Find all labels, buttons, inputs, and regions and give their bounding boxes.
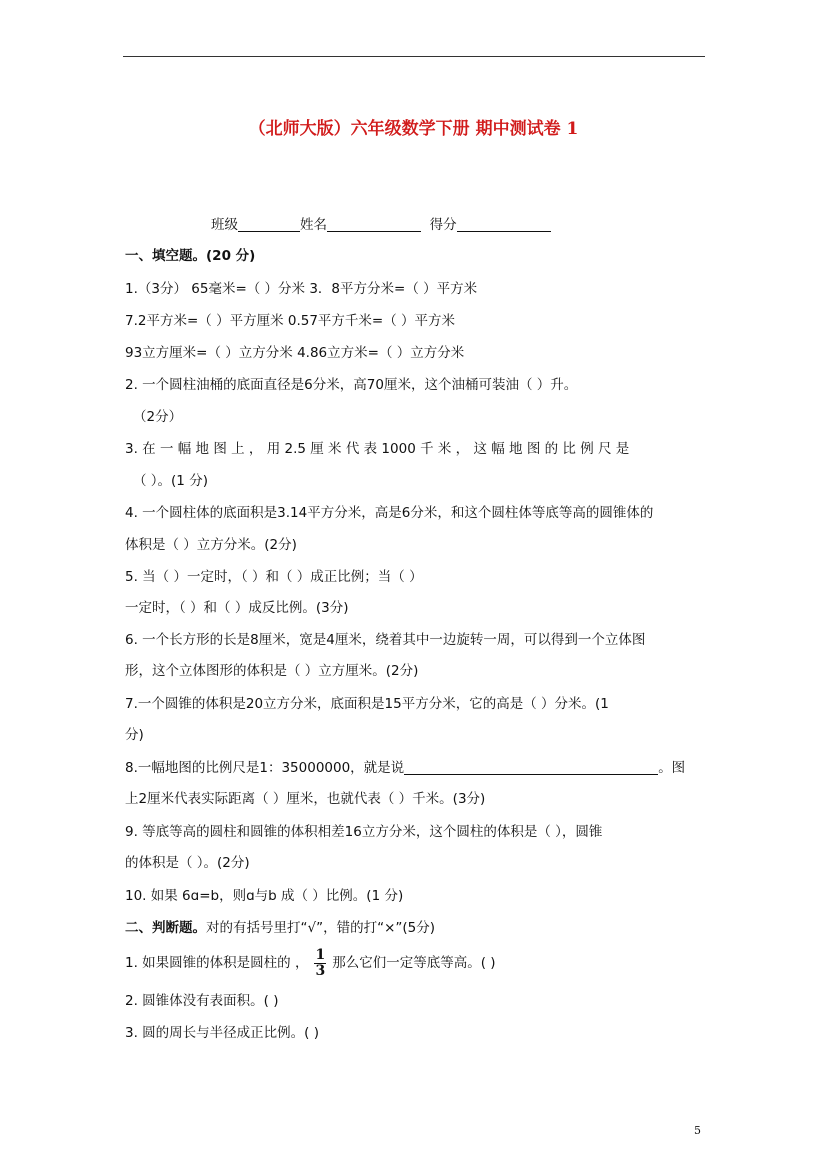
question-5-line-2: 一定时，（ ）和（ ）成反比例。(3分) — [125, 600, 349, 616]
name-label: 姓名 — [300, 217, 327, 233]
judge-1-text: 1. 如果圆锥的体积是圆柱的 ， — [125, 955, 309, 971]
fraction-numerator: 1 — [315, 946, 326, 963]
page-number: 5 — [694, 1124, 701, 1137]
section1-heading: 一、填空题。(20 分) — [125, 248, 256, 264]
judge-question-1 — [125, 946, 710, 980]
question-8-line-2: 上2厘米代表实际距离（ ）厘米，也就代表（ ）千米。(3分) — [125, 791, 486, 807]
section2-heading-bold: 二、判断题。 — [125, 920, 206, 936]
question-8-line-1 — [125, 758, 710, 778]
judge-question-2: 2. 圆锥体没有表面积。( ) — [125, 993, 279, 1009]
question-10: 10. 如果 6ɑ=b，则ɑ与b 成（ ）比例。(1 分) — [125, 888, 404, 904]
judge-1-text-end: 那么它们一定等底等高。( ) — [332, 955, 496, 971]
score-label: 得分 — [429, 217, 457, 233]
section2-heading-rest: 对的有括号里打“√”，错的打“×”(5分) — [206, 920, 436, 936]
question-6-line-1: 6. 一个长方形的长是8厘米，宽是4厘米，绕着其中一边旋转一周，可以得到一个立体图 — [125, 632, 646, 648]
question-3-line-2: （ ）。(1 分) — [133, 473, 208, 489]
question-9-line-1: 9. 等底等高的圆柱和圆锥的体积相差16立方分米，这个圆柱的体积是（ ），圆锥 — [125, 824, 603, 840]
question-1-line-3: 93立方厘米=（ ）立方分米 4.86立方米=（ ）立方分米 — [125, 345, 465, 361]
question-2-line-2: （2分） — [133, 409, 183, 425]
question-1-line-2: 7.2平方米=（ ）平方厘米 0.57平方千米=（ ）平方米 — [125, 313, 456, 329]
score-blank[interactable] — [457, 216, 551, 232]
top-rule — [123, 56, 705, 57]
page-title: （北师大版）六年级数学下册 期中测试卷 1 — [248, 119, 579, 139]
question-2-line-1: 2. 一个圆柱油桶的底面直径是6分米，高70厘米，这个油桶可装油（ ）升。 — [125, 377, 578, 393]
question-4-line-2: 体积是（ ）立方分米。(2分) — [125, 537, 297, 553]
judge-question-3: 3. 圆的周长与半径成正比例。( ) — [125, 1025, 319, 1041]
question-1-line-1: 1.（3分） 65毫米=（ ）分米 3．8平方分米=（ ）平方米 — [125, 281, 478, 297]
question-4-line-1: 4. 一个圆柱体的底面积是3.14平方分米，高是6分米，和这个圆柱体等底等高的圆锥体的 — [125, 505, 654, 521]
question-8-text-end: 。图 — [658, 760, 686, 776]
question-9-line-2: 的体积是（ ）。(2分) — [125, 855, 250, 871]
class-blank[interactable] — [238, 216, 300, 232]
class-label: 班级 — [211, 217, 238, 233]
question-6-line-2: 形，这个立体图形的体积是（ ）立方厘米。(2分) — [125, 663, 419, 679]
section2-heading — [125, 918, 710, 938]
question-8-text: 8.一幅地图的比例尺是1：35000000，就是说 — [125, 760, 405, 776]
question-3-line-1: 3. 在 一 幅 地 图 上 ， 用 2.5 厘 米 代 表 1000 千 米 ， 这 幅 地 图 的 比 例 尺 是 — [125, 441, 630, 457]
name-blank[interactable] — [327, 216, 421, 232]
fraction-one-third — [314, 948, 326, 979]
student-info-row — [211, 215, 796, 235]
fraction-denominator: 3 — [315, 962, 326, 979]
question-7-line-2: 分) — [125, 727, 144, 743]
question-7-line-1: 7.一个圆锥的体积是20立方分米，底面积是15平方分米，它的高是（ ）分米。(1 — [125, 696, 609, 712]
question-8-answer-blank[interactable] — [404, 759, 658, 775]
question-5-line-1: 5. 当（ ）一定时，（ ）和（ ）成正比例；当（ ） — [125, 569, 423, 585]
